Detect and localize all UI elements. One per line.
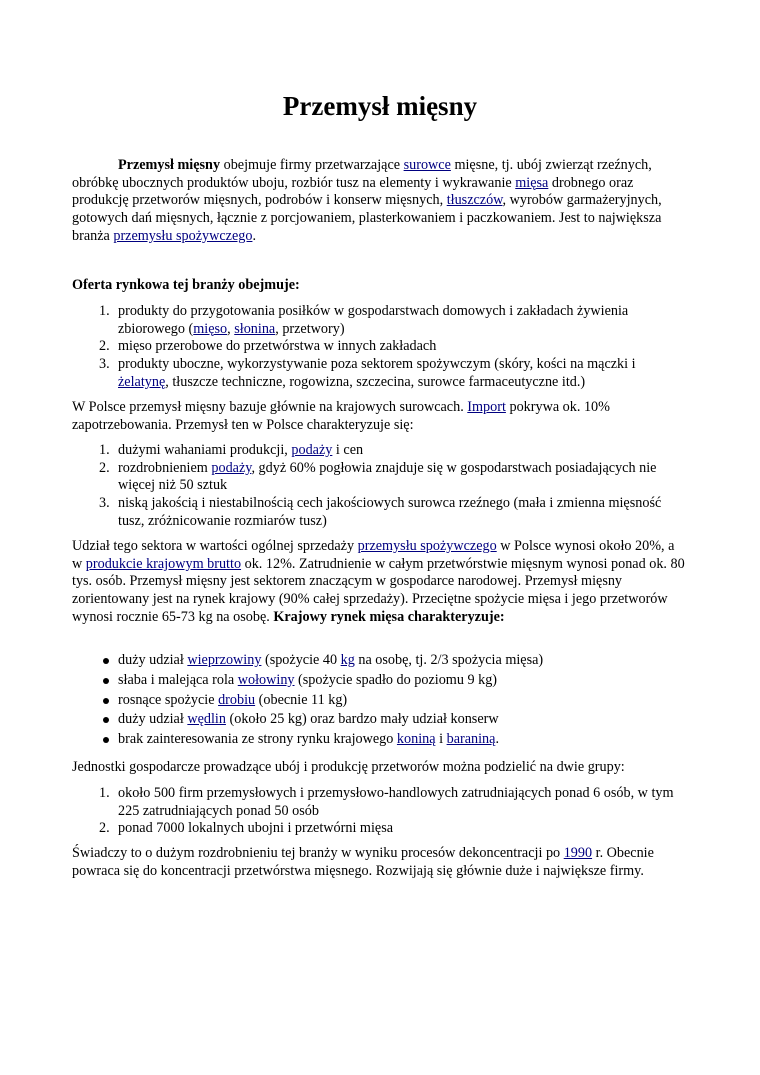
list-item: 3. niską jakością i niestabilnością cech jakościowych surowca rzeźnego (mała i zmienna mięsność tusz, zróżnicowanie rozmiarów tusz) [99,495,662,529]
link-drobiu[interactable]: drobiu [218,691,256,708]
link-kg[interactable]: kg [340,652,355,668]
intro-paragraph: Przemysł mięsny obejmuje firmy przetwarzające surowce mięsne, tj. ubój zwierząt rzeźnych, obróbkę ubocznych produktów uboju, rozbiór tusz na elementy i wykrawanie mięsa drobnego oraz produkcję przetworów mięsnych, podrobów i konserw mięsnych, tłuszczów, wyrobów garmażeryjnych, gotowych dań mięsnych, łącznie z porcjowaniem, plasterkowaniem i paczkowaniem. Jest to największa branża przemysłu spożywczego. [72,157,662,244]
offer-list [72,303,688,392]
bullet-icon [103,678,109,684]
list-item: 2. rozdrobnieniem podaży, gdyż 60% pogłowia znajduje się w gospodarstwach posiadających nie więcej niż 50 sztuk [99,459,657,494]
link-import[interactable]: Import [467,399,506,415]
share-paragraph: Udział tego sektora w wartości ogólnej sprzedaży przemysłu spożywczego w Polsce wynosi około 20%, a w produkcie krajowym brutto ok. 12%. Zatrudnienie w całym przetwórstwie mięsnym wynosi ponad ok. 80 tys. osób. Przemysł mięsny jest sektorem znaczącym w gospodarce narodowej. Przemysł mięsny zorientowany jest na rynek krajowy (90% całej sprzedaży). Przeciętne spożycie mięsa i jego przetworów wynosi rocznie 65-73 kg na osobę. Krajowy rynek mięsa charakteryzuje: [72,538,685,625]
link-slonina[interactable]: słonina [234,320,276,337]
page-title: Przemysł mięsny [282,91,478,121]
closing-paragraph: Świadczy to o dużym rozdrobnieniu tej branży w wyniku procesów dekoncentracji po 1990 r. Obecnie powraca się do koncentracji przetwórstwa mięsnego. Rozwijają się głównie duże i największe firmy. [72,845,654,879]
list-item: duży udział wędlin (około 25 kg) oraz bardzo mały udział konserw [72,711,688,729]
link-podazy[interactable]: podaży [291,442,333,458]
link-1990[interactable]: 1990 [563,845,593,861]
list-item: 3. produkty uboczne, wykorzystywanie poza sektorem spożywczym (skóry, kości na mączki i żelatynę, tłuszcze techniczne, rogowizna, szczecina, surowce farmaceutyczne itd.) [99,356,636,390]
link-produkcie-krajowym-brutto[interactable]: produkcie krajowym brutto [85,555,242,572]
bullet-icon [103,717,109,723]
list-item: 2. mięso przerobowe do przetwórstwa w innych zakładach [99,338,437,355]
link-konina[interactable]: koniną [396,731,436,748]
link-tluszczow[interactable]: tłuszczów [446,192,503,209]
bullet-icon [103,658,109,664]
link-baranina[interactable]: baraniną [446,731,496,748]
link-wieprzowiny[interactable]: wieprzowiny [187,652,262,668]
list-item: 1. dużymi wahaniami produkcji, podaży i cen [99,442,364,458]
list-item: 1. produkty do przygotowania posiłków w gospodarstwach domowych i zakładach żywienia zbiorowego (mięso, słonina, przetwory) [99,303,629,337]
link-surowce[interactable]: surowce [403,157,451,173]
link-mieso[interactable]: mięso [193,320,228,337]
units-list [72,785,688,838]
list-item: 2. ponad 7000 lokalnych ubojni i przetwórni mięsa [99,820,394,837]
market-list [72,652,688,751]
link-przemyslu-spozywczego-2[interactable]: przemysłu spożywczego [357,538,497,554]
features-list [72,442,688,531]
list-item: słaba i malejąca rola wołowiny (spożycie spadło do poziomu 9 kg) [72,672,688,690]
link-miesa[interactable]: mięsa [515,174,549,191]
link-wedlin[interactable]: wędlin [187,711,226,728]
link-wolowiny[interactable]: wołowiny [237,671,295,688]
bullet-icon [103,698,109,704]
list-item: rosnące spożycie drobiu (obecnie 11 kg) [72,692,688,710]
bullet-icon [103,737,109,743]
link-zelatyne[interactable]: żelatynę [118,373,166,390]
list-item: brak zainteresowania ze strony rynku krajowego koniną i baraniną. [72,731,688,749]
list-item: duży udział wieprzowiny (spożycie 40 kg na osobę, tj. 2/3 spożycia mięsa) [72,652,688,670]
link-podazy-2[interactable]: podaży [211,459,252,476]
link-przemyslu-spozywczego[interactable]: przemysłu spożywczego [113,227,253,244]
units-paragraph: Jednostki gospodarcze prowadzące ubój i produkcję przetworów można podzielić na dwie grupy: [72,759,625,775]
poland-paragraph: W Polsce przemysł mięsny bazuje głównie na krajowych surowcach. Import pokrywa ok. 10% zapotrzebowania. Przemysł ten w Polsce charakteryzuje się: [72,399,610,433]
offer-heading: Oferta rynkowa tej branży obejmuje: [72,277,300,293]
list-item: 1. około 500 firm przemysłowych i przemysłowo-handlowych zatrudniających ponad 6 osób, w tym 225 zatrudniających ponad 50 osób [99,785,674,819]
intro-bold-term: Przemysł mięsny [118,157,221,173]
market-heading: Krajowy rynek mięsa charakteryzuje: [273,608,505,625]
